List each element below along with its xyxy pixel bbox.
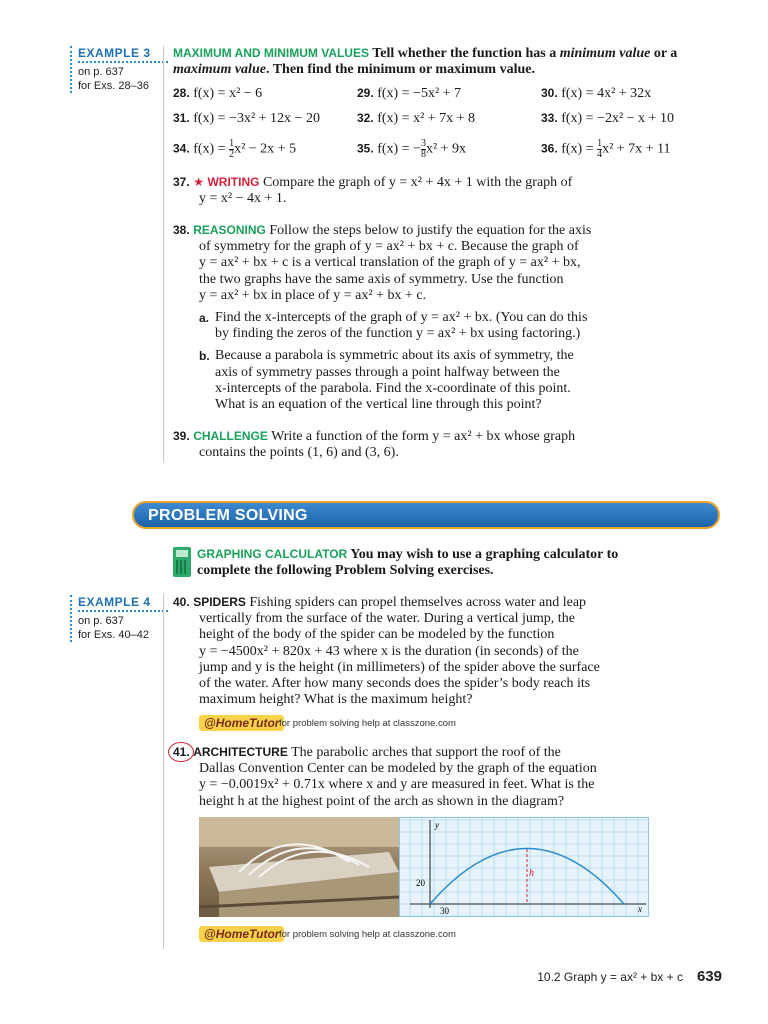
ex38-a-line: Find the x-intercepts of the graph of y = ax² + bx. (You can do this	[215, 310, 588, 326]
ex40-line: y = −4500x² + 820x + 43 where x is the duration (in seconds) of the	[199, 643, 579, 659]
exercise-31	[173, 111, 320, 127]
ex41-line: The parabolic arches that support the roof of the	[291, 745, 561, 760]
hometutor-link[interactable]: @HomeTutor	[199, 926, 284, 942]
ex38-line: y = ax² + bx + c is a vertical translation of the graph of y = ax² + bx,	[199, 255, 581, 271]
expression-prefix: f(x) =	[561, 141, 598, 157]
exercise-expression: f(x) = x² + 7x + 8	[377, 111, 476, 126]
exercise-number: 30.	[541, 86, 558, 100]
exercise-expression: f(x) = x² − 6	[193, 86, 263, 101]
ex38-line: the two graphs have the same axis of symmetry. Use the function	[199, 271, 564, 287]
ex38-part-b	[173, 348, 703, 413]
ex40-line: jump and y is the height (in millimeters) of the spider above the surface	[199, 659, 600, 675]
ex38-a-line: by finding the zeros of the function y = ax² + bx using factoring.)	[215, 326, 581, 342]
exercise-number: 35.	[357, 141, 374, 156]
part-label: a.	[199, 311, 210, 326]
exercise-36	[541, 139, 671, 160]
example-4-reference	[70, 595, 168, 642]
expression-suffix: x² + 7x + 11	[602, 141, 671, 157]
hometutor-help-text: for problem solving help at classzone.com	[279, 718, 456, 729]
exercise-number: 37.	[173, 175, 190, 189]
calculator-note	[197, 546, 697, 579]
exercise-number: 34.	[173, 141, 190, 156]
exercise-33	[541, 111, 674, 127]
ex40-line: vertically from the surface of the water. During a vertical jump, the	[199, 611, 575, 627]
margin-rule-top	[163, 46, 164, 462]
challenge-heading: CHALLENGE	[193, 429, 268, 443]
example-4-title: EXAMPLE 4	[78, 595, 168, 612]
ex38-line: of symmetry for the graph of y = ax² + bx + c. Because the graph of	[199, 239, 579, 255]
maxmin-instr-2: or a	[650, 46, 678, 61]
ex41-line: y = −0.0019x² + 0.71x where x and y are measured in feet. What is the	[199, 777, 595, 793]
tick-label-20: 20	[416, 878, 425, 888]
example-3-reference	[70, 46, 168, 93]
exercise-number: 41.	[173, 745, 190, 759]
expression-suffix: x² − 2x + 5	[234, 141, 297, 157]
exercise-expression: f(x) = −3x² + 12x − 20	[193, 111, 320, 126]
example-3-title: EXAMPLE 3	[78, 46, 168, 63]
fraction-denominator: 4	[597, 149, 603, 160]
ex41-line: height h at the highest point of the arch as shown in the diagram?	[199, 793, 565, 809]
calc-line: complete the following Problem Solving exercises.	[197, 563, 494, 579]
star-icon: ★	[193, 175, 204, 189]
ex38-b-line: axis of symmetry passes through a point halfway between the	[215, 364, 560, 380]
exercise-40	[173, 594, 703, 708]
footer-section: 10.2 Graph y = ax² + bx + c	[537, 970, 683, 984]
exercise-expression: f(x) = −5x² + 7	[377, 86, 462, 101]
maxmin-instr-3: . Then find the minimum or maximum value.	[265, 62, 535, 78]
maxmin-instruction	[173, 45, 693, 78]
ex41-line: Dallas Convention Center can be modeled by the graph of the equation	[199, 761, 597, 777]
ex38-part-a	[173, 310, 703, 342]
ex39-line: Write a function of the form y = ax² + bx whose graph	[271, 429, 576, 444]
maxmin-instr-1: Tell whether the function has a	[372, 46, 560, 61]
exercise-number: 29.	[357, 86, 374, 100]
calculator-heading: GRAPHING CALCULATOR	[197, 547, 348, 561]
expression-prefix: f(x) = −	[377, 141, 421, 157]
hometutor-link[interactable]: @HomeTutor	[199, 715, 284, 731]
building-illustration	[199, 817, 399, 917]
writing-heading: WRITING	[207, 175, 260, 189]
exercise-30	[541, 86, 651, 102]
maxmin-minimum: minimum value	[559, 46, 651, 61]
banner-title: PROBLEM SOLVING	[148, 507, 308, 524]
ex38-line: Follow the steps below to justify the equation for the axis	[269, 223, 592, 238]
part-label: b.	[199, 349, 210, 364]
exercise-35	[357, 139, 466, 160]
example-3-page: on p. 637	[78, 66, 124, 78]
maxmin-maximum: maximum value	[173, 62, 266, 78]
exercise-number: 36.	[541, 141, 558, 156]
calculator-icon	[173, 547, 191, 577]
spiders-heading: SPIDERS	[193, 595, 246, 609]
exercise-number: 31.	[173, 111, 190, 125]
ex40-line: Fishing spiders can propel themselves across water and leap	[249, 595, 587, 610]
exercise-number: 39.	[173, 429, 190, 443]
height-label: h	[529, 868, 534, 879]
ex38-b-line: x-intercepts of the parabola. Find the x-coordinate of this point.	[215, 380, 571, 396]
convention-center-photo	[199, 817, 399, 917]
expression-suffix: x² + 9x	[425, 141, 467, 157]
fraction-numerator: 3	[420, 138, 426, 149]
arch-graph-svg	[400, 818, 650, 918]
x-axis-label: x	[638, 904, 642, 914]
ex39-line: contains the points (1, 6) and (3, 6).	[199, 445, 399, 461]
exercise-number: 40.	[173, 595, 190, 609]
example-3-exercises: for Exs. 28–36	[78, 80, 149, 92]
reasoning-heading: REASONING	[193, 223, 266, 237]
example-4-page: on p. 637	[78, 615, 124, 627]
problem-solving-banner	[132, 501, 720, 529]
ex37-text-a: Compare the graph of y = x² + 4x + 1 with the graph of	[262, 175, 573, 190]
fraction-numerator: 1	[597, 138, 603, 149]
exercise-29	[357, 86, 461, 102]
exercise-expression: f(x) = −2x² − x + 10	[561, 111, 674, 126]
exercise-28	[173, 86, 262, 102]
ex38-b-line: Because a parabola is symmetric about its axis of symmetry, the	[215, 348, 574, 364]
exercise-number: 38.	[173, 223, 190, 237]
exercise-38	[173, 222, 703, 413]
hometutor-help-text: for problem solving help at classzone.com	[279, 929, 456, 940]
ex40-line: maximum height? What is the maximum height?	[199, 692, 473, 708]
margin-rule-bottom	[163, 594, 164, 949]
tick-label-30: 30	[440, 906, 449, 916]
exercise-39	[173, 428, 693, 461]
page-footer	[537, 968, 722, 985]
maxmin-heading: MAXIMUM AND MINIMUM VALUES	[173, 46, 369, 60]
exercise-number: 32.	[357, 111, 374, 125]
example-4-exercises: for Exs. 40–42	[78, 629, 149, 641]
exercise-34	[173, 139, 296, 160]
exercise-37	[173, 174, 693, 207]
ex40-line: of the water. After how many seconds does the spider’s body reach its	[199, 676, 591, 692]
ex37-text-b: y = x² − 4x + 1.	[199, 191, 287, 207]
y-axis-label: y	[435, 820, 439, 830]
page-number: 639	[696, 968, 722, 985]
architecture-heading: ARCHITECTURE	[193, 745, 288, 759]
exercise-number: 33.	[541, 111, 558, 125]
ex38-line: y = ax² + bx in place of y = ax² + bx + c.	[199, 287, 427, 303]
expression-prefix: f(x) =	[193, 141, 230, 157]
fraction-denominator: 2	[229, 149, 235, 160]
fraction-denominator: 8	[420, 149, 426, 160]
ex40-line: height of the body of the spider can be modeled by the function	[199, 627, 555, 643]
calc-line: You may wish to use a graphing calculator to	[350, 547, 619, 562]
exercise-expression: f(x) = 4x² + 32x	[561, 86, 652, 101]
arch-graph	[399, 817, 649, 917]
fraction-numerator: 1	[229, 138, 235, 149]
exercise-number: 28.	[173, 86, 190, 100]
exercise-41	[173, 744, 703, 810]
exercise-32	[357, 111, 475, 127]
ex38-b-line: What is an equation of the vertical line through this point?	[215, 397, 542, 413]
